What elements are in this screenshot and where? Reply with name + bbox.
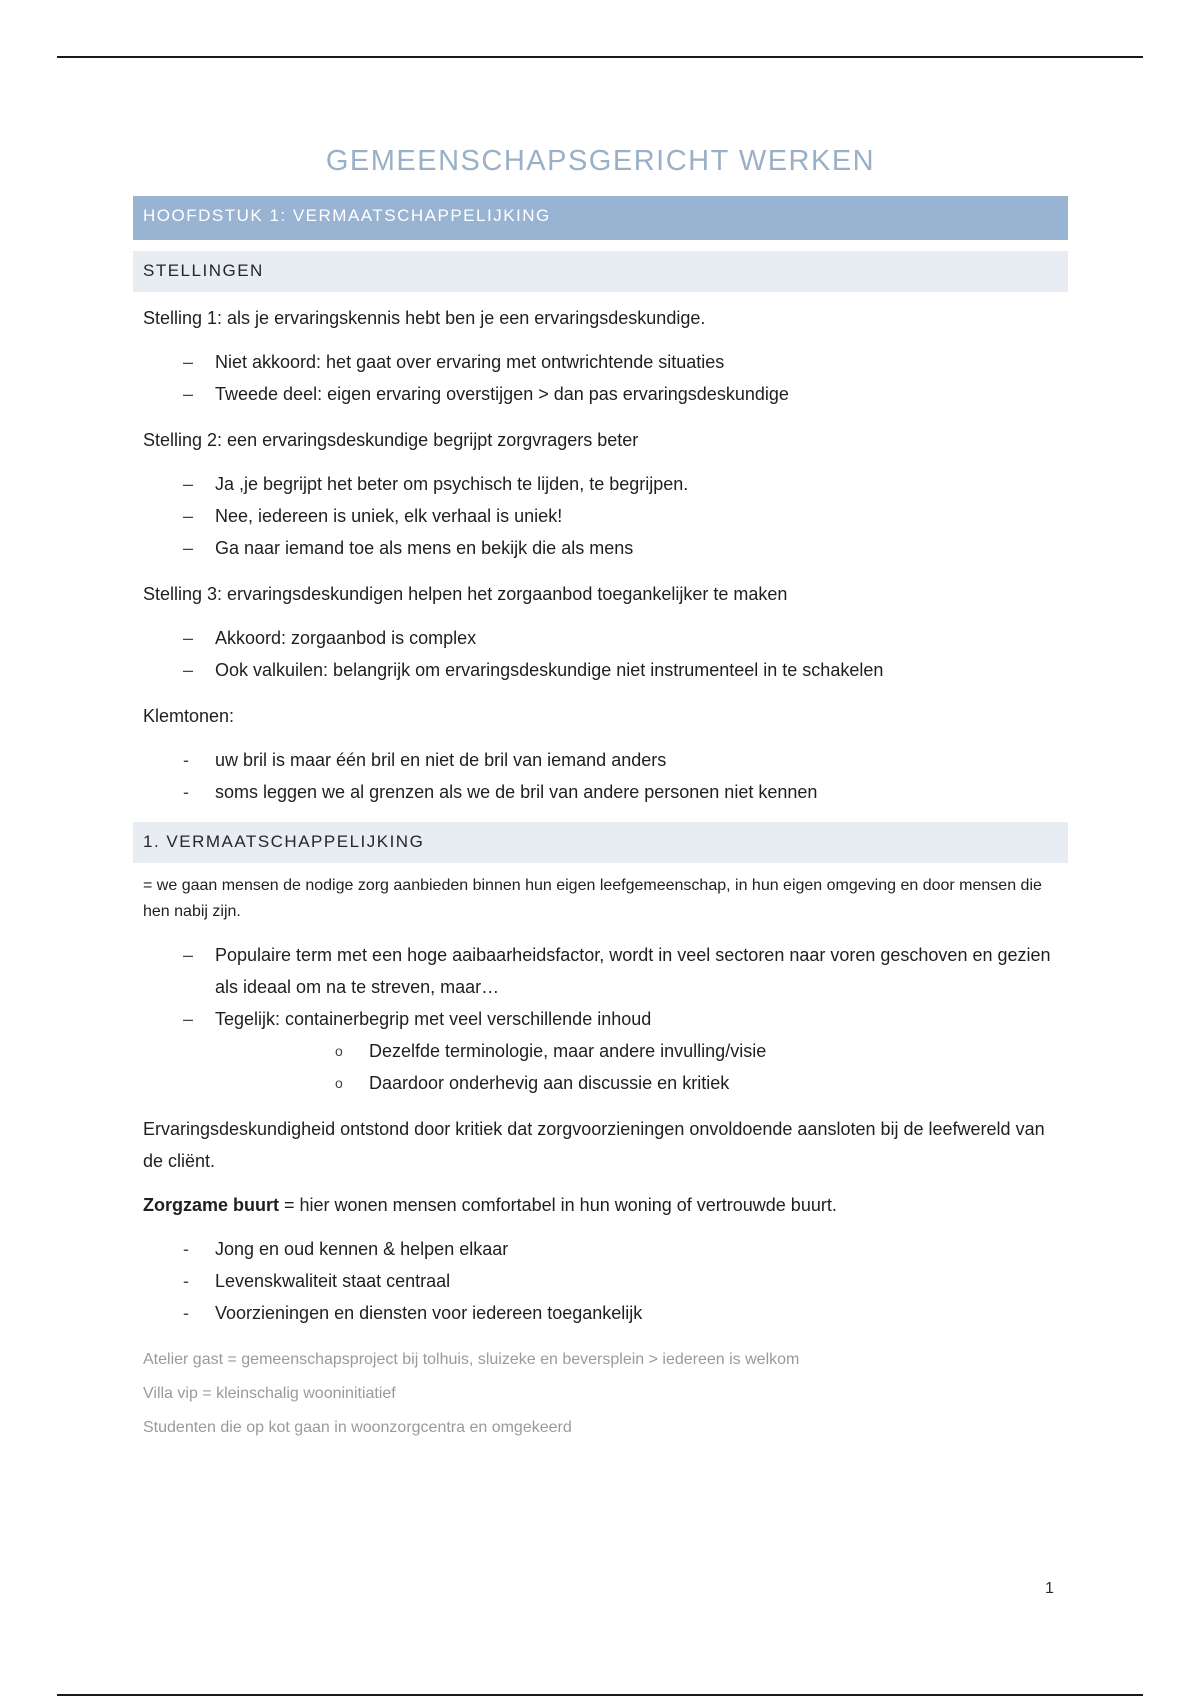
list-item: – Ga naar iemand toe als mens en bekijk die als mens: [133, 532, 1068, 564]
list-item: o Dezelfde terminologie, maar andere invulling/visie: [215, 1035, 1068, 1067]
example-studenten: Studenten die op kot gaan in woonzorgcentra en omgekeerd: [143, 1419, 572, 1436]
hyphen-bullet-icon: -: [183, 1239, 189, 1259]
list-item: - Voorzieningen en diensten voor iedereen toegankelijk: [133, 1297, 1068, 1329]
section-heading-vermaatschappelijking: 1. VERMAATSCHAPPELIJKING: [133, 822, 1068, 863]
hyphen-bullet-icon: -: [183, 1271, 189, 1291]
example-atelier-gast: Atelier gast = gemeenschapsproject bij tolhuis, sluizeke en beversplein > iedereen is welkom: [143, 1351, 800, 1368]
stelling-2-list: [133, 468, 1068, 564]
stelling-1-list: [133, 346, 1068, 410]
dash-bullet-icon: –: [183, 628, 194, 648]
list-item: - Jong en oud kennen & helpen elkaar: [133, 1233, 1068, 1265]
stelling-2: Stelling 2: een ervaringsdeskundige begrijpt zorgvragers beter: [143, 430, 639, 450]
definition: = we gaan mensen de nodige zorg aanbieden binnen hun eigen leefgemeenschap, in hun eigen omgeving en door mensen die hen nabij zijn.: [143, 877, 1042, 920]
list-item: – Akkoord: zorgaanbod is complex: [133, 622, 1068, 654]
list-item: – Ja ,je begrijpt het beter om psychisch te lijden, te begrijpen.: [133, 468, 1068, 500]
zorgzame-buurt-text: = hier wonen mensen comfortabel in hun woning of vertrouwde buurt.: [279, 1195, 837, 1215]
hyphen-bullet-icon: -: [183, 750, 189, 770]
zorgzame-buurt-definition: [143, 1189, 1068, 1221]
list-item: – Tegelijk: containerbegrip met veel verschillende inhoud o Dezelfde terminologie, maar andere invulling/visie o Daardoor onderhevig aan discussie en kritiek: [133, 1003, 1068, 1099]
list-item: - soms leggen we al grenzen als we de bril van andere personen niet kennen: [133, 776, 1068, 808]
list-item: - uw bril is maar één bril en niet de bril van iemand anders: [133, 744, 1068, 776]
dash-bullet-icon: –: [183, 1009, 194, 1029]
vermaatschappelijking-list: [133, 939, 1068, 1099]
dash-bullet-icon: –: [183, 660, 194, 680]
circle-bullet-icon: o: [335, 1075, 343, 1091]
dash-bullet-icon: –: [183, 506, 194, 526]
stelling-1: Stelling 1: als je ervaringskennis hebt ben je een ervaringsdeskundige.: [143, 308, 706, 328]
term-zorgzame-buurt: Zorgzame buurt: [143, 1195, 280, 1215]
list-item: – Ook valkuilen: belangrijk om ervaringsdeskundige niet instrumenteel in te schakelen: [133, 654, 1068, 686]
footer-rule: [57, 1694, 1143, 1696]
document-title: GEMEENSCHAPSGERICHT WERKEN: [325, 145, 876, 177]
paragraph-ervaringsdeskundigheid: Ervaringsdeskundigheid ontstond door kritiek dat zorgvoorzieningen onvoldoende aansloten bij de leefwereld van de cliënt.: [143, 1119, 1045, 1171]
dash-bullet-icon: –: [183, 538, 194, 558]
section-heading-stellingen: STELLINGEN: [133, 251, 1068, 292]
dash-bullet-icon: –: [183, 352, 194, 372]
document-body: [133, 145, 1068, 1445]
hyphen-bullet-icon: -: [183, 782, 189, 802]
dash-bullet-icon: –: [183, 474, 194, 494]
list-item: – Populaire term met een hoge aaibaarheidsfactor, wordt in veel sectoren naar voren geschoven en gezien als ideaal om na te streven, maar…: [133, 939, 1068, 1003]
page-number: 1: [1045, 1580, 1054, 1597]
sub-list: [215, 1035, 1068, 1099]
list-item: – Niet akkoord: het gaat over ervaring met ontwrichtende situaties: [133, 346, 1068, 378]
example-villa-vip: Villa vip = kleinschalig wooninitiatief: [143, 1385, 396, 1402]
klemtonen-list: [133, 744, 1068, 808]
list-item: o Daardoor onderhevig aan discussie en kritiek: [215, 1067, 1068, 1099]
stelling-3-list: [133, 622, 1068, 686]
zorgzame-buurt-list: [133, 1233, 1068, 1329]
circle-bullet-icon: o: [335, 1043, 343, 1059]
hyphen-bullet-icon: -: [183, 1303, 189, 1323]
list-item: – Tweede deel: eigen ervaring overstijgen > dan pas ervaringsdeskundige: [133, 378, 1068, 410]
stelling-3: Stelling 3: ervaringsdeskundigen helpen het zorgaanbod toegankelijker te maken: [143, 584, 788, 604]
header-rule: [57, 56, 1143, 58]
chapter-heading: HOOFDSTUK 1: VERMAATSCHAPPELIJKING: [133, 196, 1068, 240]
klemtonen-label: Klemtonen:: [143, 706, 235, 726]
dash-bullet-icon: –: [183, 384, 194, 404]
list-item: - Levenskwaliteit staat centraal: [133, 1265, 1068, 1297]
list-item: – Nee, iedereen is uniek, elk verhaal is uniek!: [133, 500, 1068, 532]
dash-bullet-icon: –: [183, 945, 194, 965]
